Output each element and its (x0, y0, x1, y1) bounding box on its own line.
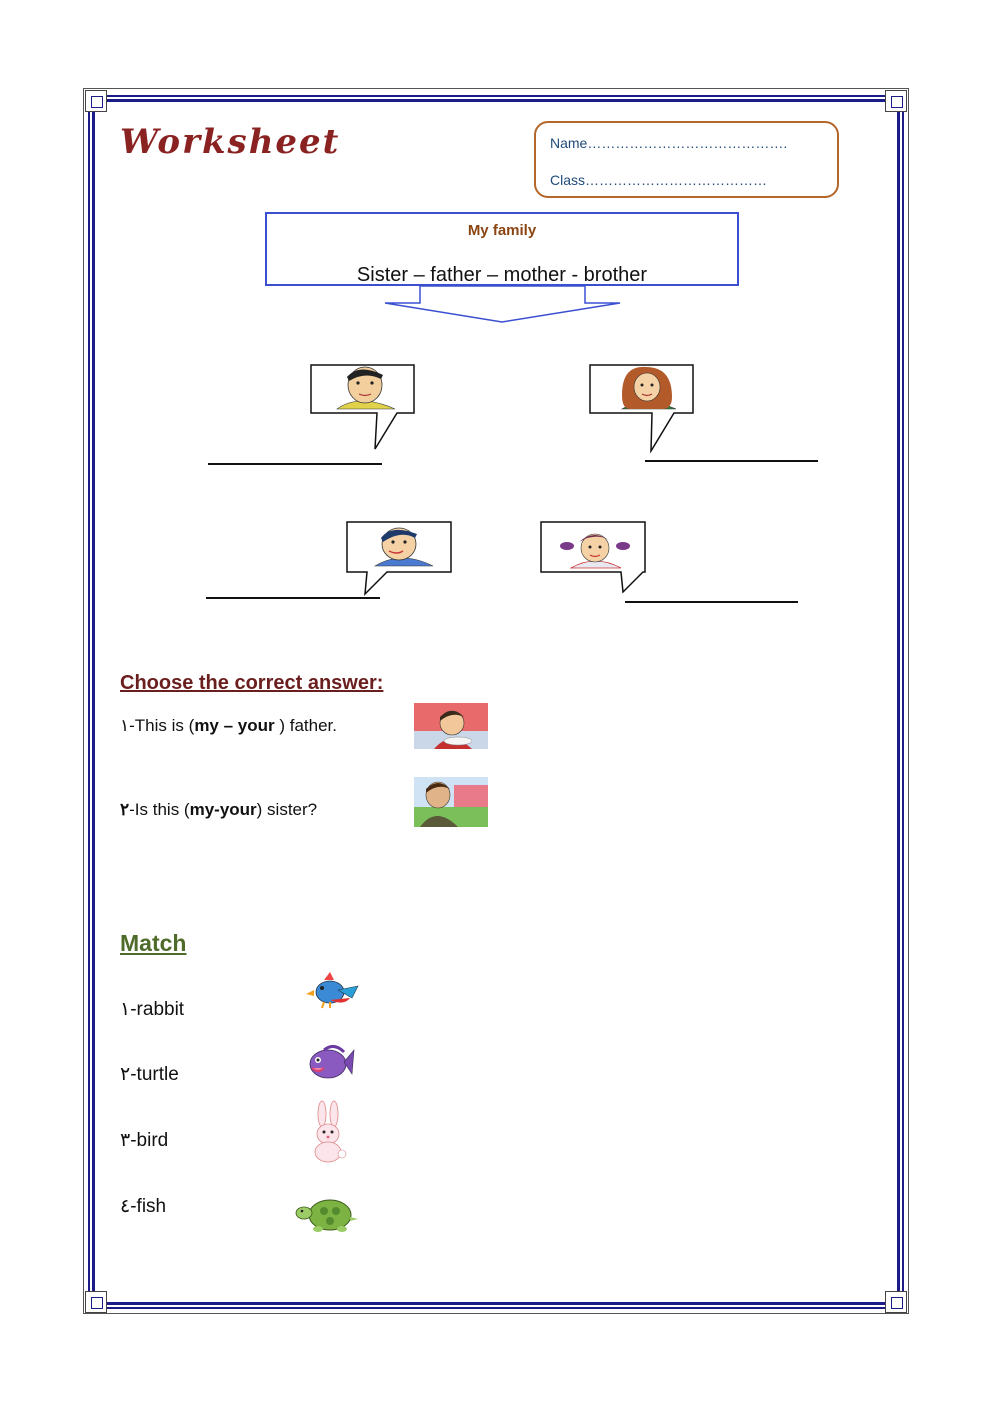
match-number: ١ (120, 999, 131, 1020)
word-bank-title: My family (467, 222, 537, 239)
sister-bubble (539, 520, 649, 595)
question-1 (120, 716, 337, 736)
name-class-box (534, 121, 839, 198)
word-box-arrow (380, 284, 625, 326)
mother-bubble (588, 363, 698, 453)
frame-corner-bottom-right (885, 1291, 907, 1313)
match-number: ٤ (120, 1196, 131, 1217)
question-number: ٢ (120, 800, 130, 819)
choose-heading: Choose the correct answer: (120, 672, 384, 694)
match-word[interactable]: -rabbit (130, 999, 185, 1020)
question-options[interactable]: my – your (194, 716, 275, 735)
father-bubble (309, 363, 419, 453)
word-bank-words: Sister – father – mother - brother (356, 264, 648, 286)
question-2 (120, 800, 317, 820)
question-prefix: -This is ( (129, 716, 195, 735)
match-number: ٢ (120, 1064, 131, 1085)
match-word[interactable]: -bird (130, 1130, 169, 1151)
question-prefix: -Is this ( (129, 800, 190, 819)
frame-corner-top-right (885, 90, 907, 112)
brother-bubble (345, 520, 455, 598)
match-number: ٣ (120, 1130, 131, 1151)
father-answer-line[interactable] (208, 463, 382, 465)
match-word[interactable]: -fish (130, 1196, 167, 1217)
mother-answer-line[interactable] (645, 460, 818, 462)
bird-icon[interactable] (304, 968, 364, 1010)
boy-eating-picture (414, 703, 488, 749)
turtle-icon[interactable] (292, 1193, 362, 1233)
worksheet-title: Worksheet (120, 122, 341, 162)
word-bank-box (265, 212, 739, 286)
match-item-1 (120, 998, 184, 1021)
name-field-label[interactable]: Name……………………………………. (550, 135, 788, 151)
class-field-label[interactable]: Class………………………………… (550, 172, 768, 188)
match-heading: Match (120, 930, 187, 956)
match-word[interactable]: -turtle (130, 1064, 179, 1085)
brother-answer-line[interactable] (206, 597, 380, 599)
fish-icon[interactable] (304, 1040, 356, 1082)
question-suffix: ) father. (274, 716, 337, 735)
frame-corner-top-left (85, 90, 107, 112)
sister-answer-line[interactable] (625, 601, 798, 603)
match-item-4 (120, 1195, 166, 1218)
question-suffix: ) sister? (256, 800, 318, 819)
match-item-2 (120, 1063, 179, 1086)
boy-outdoors-picture (414, 777, 488, 827)
question-options[interactable]: my-your (189, 800, 257, 819)
question-number: ١ (120, 716, 130, 735)
rabbit-icon[interactable] (304, 1100, 352, 1164)
frame-corner-bottom-left (85, 1291, 107, 1313)
match-item-3 (120, 1129, 168, 1152)
